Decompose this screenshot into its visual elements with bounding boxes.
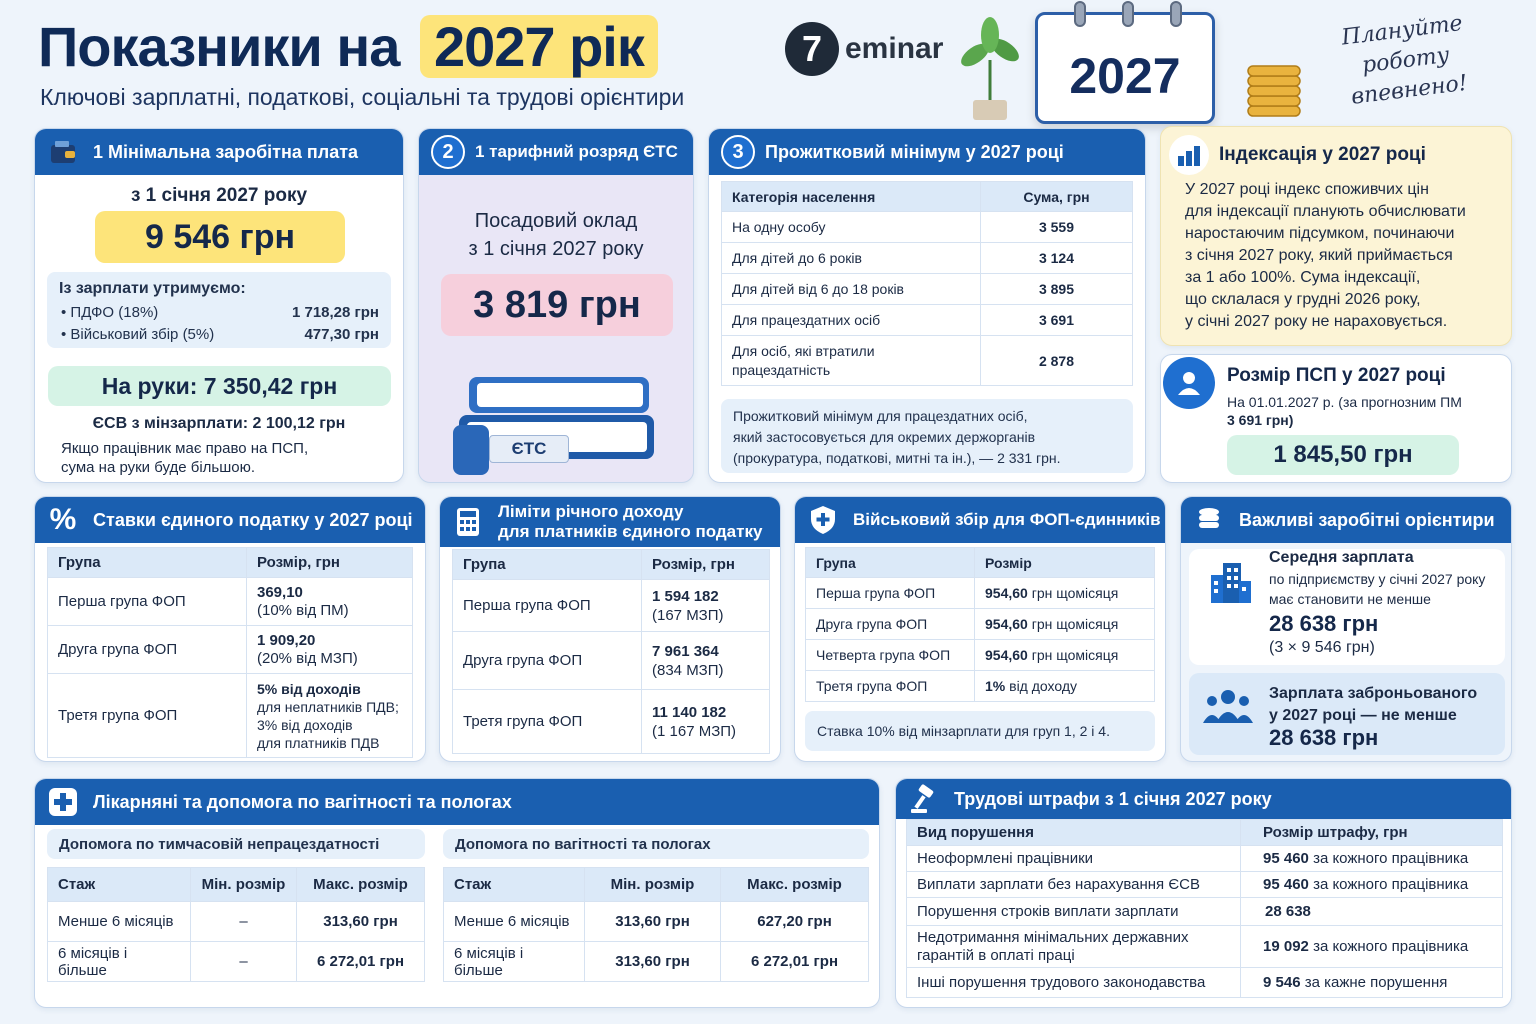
table-row	[907, 898, 1503, 926]
avg-salary-box	[1189, 549, 1505, 665]
psp-amount: 1 845,50 грн	[1227, 435, 1459, 475]
table-row	[453, 580, 770, 632]
cell: 28 638	[1241, 898, 1503, 926]
income-limits-table	[452, 549, 770, 754]
cell: Недотримання мінімальних державних гарантій в оплаті праці	[907, 926, 1241, 968]
medical-cross-icon	[43, 782, 83, 822]
shield-icon	[803, 500, 843, 540]
table-row	[722, 336, 1133, 386]
table-row	[907, 846, 1503, 872]
table-row	[453, 690, 770, 754]
cell: 954,60 грн щомісяця	[975, 578, 1155, 609]
seminar-logo[interactable]	[785, 22, 943, 76]
cell: На одну особу	[722, 212, 981, 243]
table-row	[48, 674, 413, 758]
cell: 3 124	[981, 243, 1133, 274]
single-tax-header	[35, 497, 425, 543]
logo-mark: 7	[785, 22, 839, 76]
calendar-illustration	[1035, 12, 1215, 124]
cell: –	[191, 942, 297, 982]
deduction-label: • ПДФО (18%)	[61, 304, 159, 321]
cell: –	[191, 902, 297, 942]
min-wage-header	[35, 129, 403, 175]
cell: Третя група ФОП	[48, 674, 247, 758]
calendar-year: 2027	[1069, 48, 1181, 104]
income-limits-header	[440, 497, 780, 547]
min-wage-card	[34, 128, 404, 483]
title-prefix: Показники на	[38, 15, 400, 78]
col-header: Категорія населення	[722, 182, 981, 212]
min-wage-date: з 1 січня 2027 року	[130, 185, 308, 206]
cell: Для дітей від 6 до 18 років	[722, 274, 981, 305]
table-row	[722, 274, 1133, 305]
military-fee-table	[805, 547, 1155, 702]
cell: 313,60 грн	[297, 902, 425, 942]
cell: Інші порушення трудового законодавства	[907, 968, 1241, 998]
book-label: ЄТС	[489, 435, 569, 463]
sick-header	[35, 779, 879, 825]
col-header: Макс. розмір	[297, 868, 425, 902]
cell: Перша група ФОП	[806, 578, 975, 609]
tariff-amount: 3 819 грн	[441, 274, 673, 336]
table-row	[48, 902, 425, 942]
avg-salary-title: Середня зарплата	[1269, 549, 1414, 566]
cell: 1% від доходу	[975, 671, 1155, 702]
cell: 313,60 грн	[585, 942, 721, 982]
cell: Менше 6 місяців	[444, 902, 585, 942]
subsistence-card	[708, 128, 1146, 483]
min-wage-title: 1 Мінімальна заробітна плата	[93, 141, 359, 162]
indexation-header	[1161, 135, 1426, 175]
calculator-icon	[448, 502, 488, 542]
table-row	[48, 626, 413, 674]
reserved-salary-box	[1189, 673, 1505, 755]
sick-title: Лікарняні та допомога по вагітності та пологах	[93, 791, 512, 812]
military-fee-header	[795, 497, 1165, 543]
logo-text: eminar	[845, 32, 944, 65]
income-limits-card	[439, 496, 781, 762]
page-subtitle: Ключові зарплатні, податкові, соціальні та трудові орієнтири	[40, 84, 685, 110]
cell: Неоформлені працівники	[907, 846, 1241, 872]
deduction-value: 477,30 грн	[304, 326, 379, 343]
min-wage-amount: 9 546 грн	[95, 211, 345, 263]
temp-disability-title: Допомога по тимчасовій непрацездатності	[47, 829, 425, 859]
people-icon	[1201, 687, 1255, 727]
subsistence-header	[709, 129, 1145, 175]
cell: 369,10 (10% від ПМ)	[247, 578, 413, 626]
avg-salary-formula: (3 × 9 546 грн)	[1269, 639, 1375, 656]
fines-title: Трудові штрафи з 1 січня 2027 року	[954, 788, 1272, 809]
indexation-card	[1160, 126, 1512, 346]
cell: 6 місяців і більше	[48, 942, 191, 982]
table-row	[806, 578, 1155, 609]
cell: 1 594 182 (167 МЗП)	[642, 580, 770, 632]
bar-chart-icon	[1169, 135, 1209, 175]
cell: Перша група ФОП	[453, 580, 642, 632]
cell: 954,60 грн щомісяця	[975, 640, 1155, 671]
cell: 3 559	[981, 212, 1133, 243]
cell: 6 272,01 грн	[297, 942, 425, 982]
col-header: Мін. розмір	[191, 868, 297, 902]
deductions-title: Із зарплати утримуємо:	[59, 280, 246, 297]
military-fee-card	[794, 496, 1166, 762]
percent-icon: %	[49, 503, 77, 536]
cell: Для дітей до 6 років	[722, 243, 981, 274]
cell: Четверта група ФОП	[806, 640, 975, 671]
min-wage-note: Якщо працівник має право на ПСП, сума на руки буде більшою.	[61, 440, 309, 476]
cell: 5% від доходів для неплатників ПДВ; 3% від доходів для платників ПДВ	[247, 674, 413, 758]
table-row	[48, 942, 425, 982]
cell: Виплати зарплати без нарахування ЄСВ	[907, 872, 1241, 898]
col-header: Розмір	[975, 548, 1155, 578]
indexation-title: Індексація у 2027 році	[1219, 144, 1426, 165]
table-row	[722, 212, 1133, 243]
col-header: Розмір, грн	[247, 548, 413, 578]
cell: Третя група ФОП	[453, 690, 642, 754]
reserved-salary-amount: 28 638 грн	[1269, 725, 1379, 750]
gavel-icon	[904, 779, 944, 819]
deductions-box	[47, 272, 391, 348]
psp-title: Розмір ПСП у 2027 році	[1227, 365, 1446, 386]
person-icon	[1163, 357, 1215, 409]
cell: 3 691	[981, 305, 1133, 336]
tariff-caption: Посадовий оклад з 1 січня 2027 року	[468, 210, 644, 260]
salary-refs-card	[1180, 496, 1512, 762]
indexation-text: У 2027 році індекс споживчих цін для індексації планують обчислювати наростаючим підсумком, починаючи з січня 2027 року, який приймається за 1 або 100%. Сума індексації, що склалася у грудні 2026 року, у січні 2027 року не нараховується.	[1185, 181, 1466, 330]
slogan-line: впевнено!	[1349, 70, 1469, 110]
cell: 9 546 за кажне порушення	[1241, 968, 1503, 998]
cell: Перша група ФОП	[48, 578, 247, 626]
sick-card	[34, 778, 880, 1008]
table-row	[806, 671, 1155, 702]
net-salary: На руки: 7 350,42 грн	[48, 366, 391, 406]
col-header: Група	[453, 550, 642, 580]
title-year: 2027 рік	[420, 15, 658, 78]
deduction-value: 1 718,28 грн	[291, 304, 379, 321]
military-fee-title: Військовий збір для ФОП-єдинників	[853, 510, 1161, 529]
col-header: Розмір штрафу, грн	[1241, 820, 1503, 846]
tariff-header	[419, 129, 693, 175]
cell: 313,60 грн	[585, 902, 721, 942]
table-row	[907, 872, 1503, 898]
table-row	[48, 578, 413, 626]
cell: 11 140 182 (1 167 МЗП)	[642, 690, 770, 754]
subsistence-table	[721, 181, 1133, 386]
maternity-table	[443, 867, 869, 982]
cell: Для осіб, які втратили працездатність	[722, 336, 981, 386]
col-header: Група	[806, 548, 975, 578]
subsistence-note: Прожитковий мінімум для працездатних осіб, який застосовується для окремих держорганів (прокуратура, податкові, митні та ін.), — 2 331 грн.	[721, 399, 1133, 473]
table-row	[907, 926, 1503, 968]
col-header: Вид порушення	[907, 820, 1241, 846]
avg-salary-amount: 28 638 грн	[1269, 611, 1379, 636]
table-row	[806, 640, 1155, 671]
cell: Друга група ФОП	[806, 609, 975, 640]
table-row	[722, 243, 1133, 274]
maternity-title: Допомога по вагітності та пологах	[443, 829, 869, 859]
wallet-icon	[43, 132, 83, 172]
tariff-badge: 2	[431, 135, 465, 169]
tariff-card	[418, 128, 694, 483]
subsistence-badge: 3	[721, 135, 755, 169]
temp-disability-table	[47, 867, 425, 982]
cell: 954,60 грн щомісяця	[975, 609, 1155, 640]
cell: Друга група ФОП	[453, 632, 642, 690]
fines-header	[896, 779, 1511, 819]
cell: 95 460 за кожного працівника	[1241, 872, 1503, 898]
col-header: Стаж	[48, 868, 191, 902]
avg-salary-text: по підприємству у січні 2027 року має становити не менше	[1269, 571, 1486, 607]
cell: Порушення строків виплати зарплати	[907, 898, 1241, 926]
building-icon	[1207, 559, 1253, 605]
cell: 1 909,20 (20% від МЗП)	[247, 626, 413, 674]
col-header: Сума, грн	[981, 182, 1133, 212]
single-tax-card	[34, 496, 426, 762]
table-row	[444, 902, 869, 942]
col-header: Розмір, грн	[642, 550, 770, 580]
fines-table	[906, 819, 1503, 998]
table-row	[806, 609, 1155, 640]
income-limits-title: Ліміти річного доходу для платників єдиного податку	[498, 502, 763, 541]
cell: Третя група ФОП	[806, 671, 975, 702]
psp-card	[1160, 354, 1512, 483]
cell: Друга група ФОП	[48, 626, 247, 674]
psp-note: На 01.01.2027 р. (за прогнозним ПМ 3 691 грн)	[1227, 394, 1462, 428]
cell: 6 місяців і більше	[444, 942, 585, 982]
table-row	[444, 942, 869, 982]
military-fee-note: Ставка 10% від мінзарплати для груп 1, 2 і 4.	[805, 711, 1155, 751]
cell: 95 460 за кожного працівника	[1241, 846, 1503, 872]
cell: 7 961 364 (834 МЗП)	[642, 632, 770, 690]
table-row	[907, 968, 1503, 998]
books-illustration	[449, 367, 669, 483]
salary-refs-header	[1181, 497, 1511, 543]
page-title	[38, 12, 658, 82]
cell: 2 878	[981, 336, 1133, 386]
slogan-line: роботу	[1360, 42, 1451, 79]
cell: Для працездатних осіб	[722, 305, 981, 336]
slogan-line: Плануйте	[1340, 10, 1464, 51]
reserved-salary-text: Зарплата заброньованого у 2027 році — не менше	[1269, 685, 1478, 724]
slogan	[1340, 9, 1472, 113]
single-tax-title: Ставки єдиного податку у 2027 році	[93, 509, 413, 530]
table-row	[722, 305, 1133, 336]
cell: 6 272,01 грн	[721, 942, 869, 982]
subsistence-title: Прожитковий мінімум у 2027 році	[765, 141, 1064, 162]
col-header: Макс. розмір	[721, 868, 869, 902]
table-row	[453, 632, 770, 690]
fines-card	[895, 778, 1512, 1008]
deduction-label: • Військовий збір (5%)	[61, 326, 215, 343]
cell: Менше 6 місяців	[48, 902, 191, 942]
cell: 3 895	[981, 274, 1133, 305]
esv-amount: ЄСВ з мінзарплати: 2 100,12 грн	[92, 415, 346, 432]
cell: 627,20 грн	[721, 902, 869, 942]
coins-icon	[1189, 500, 1229, 540]
coins-illustration	[1240, 60, 1310, 124]
col-header: Мін. розмір	[585, 868, 721, 902]
plant-illustration	[955, 10, 1025, 120]
tariff-title: 1 тарифний розряд ЄТС	[475, 142, 678, 161]
single-tax-table	[47, 547, 413, 758]
col-header: Стаж	[444, 868, 585, 902]
salary-refs-title: Важливі заробітні орієнтири	[1239, 509, 1495, 530]
col-header: Група	[48, 548, 247, 578]
cell: 19 092 за кожного працівника	[1241, 926, 1503, 968]
